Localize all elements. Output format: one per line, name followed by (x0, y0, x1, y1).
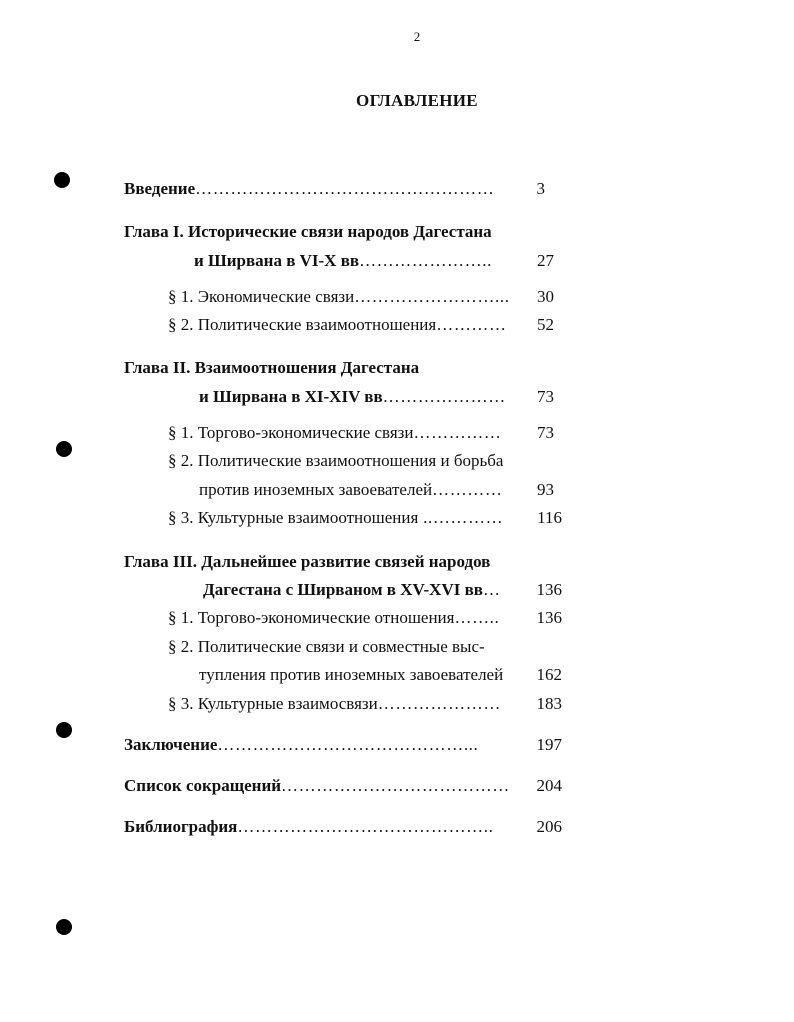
toc-leader-dots: ……………………………………... (217, 735, 479, 754)
toc-entry-conclusion[interactable] (124, 735, 478, 755)
toc-entry-text: Дагестана с Ширваном в XV-XVI вв (203, 580, 483, 599)
toc-leader-dots: ………………….. (359, 251, 492, 270)
toc-page-number: 136 (536, 608, 562, 627)
toc-entry-text: против иноземных завоевателей (199, 480, 433, 499)
toc-entry-text: § 3. Культурные взаимосвязи (168, 694, 378, 713)
toc-page-number: 73 (537, 423, 554, 442)
toc-entry-text: § 3. Культурные взаимоотношения (168, 508, 419, 527)
toc-entry-text: и Ширвана в XI-XIV вв (199, 387, 383, 406)
toc-entry-text: § 2. Политические взаимоотношения (168, 315, 437, 334)
toc-page-number: 197 (536, 735, 562, 754)
toc-page-number: 73 (537, 387, 554, 406)
toc-leader-dots: …………………………………………… (195, 179, 495, 198)
toc-section-3-1[interactable] (168, 608, 499, 628)
toc-section-2-3[interactable] (168, 508, 503, 528)
toc-leader-dots: …….. (454, 608, 500, 627)
toc-page-number: 204 (536, 776, 562, 795)
toc-entry-text: Введение (124, 179, 196, 198)
toc-page-number: 162 (536, 665, 562, 684)
toc-leader-dots: ………… (432, 480, 503, 499)
binder-hole (56, 441, 72, 457)
toc-section-3-3[interactable] (168, 694, 501, 714)
toc-page-number: 136 (536, 580, 562, 599)
toc-leader-dots: … (482, 580, 501, 599)
toc-entry-text: § 1. Торгово-экономические отношения (168, 608, 455, 627)
toc-leader-dots: ..………… (418, 508, 504, 527)
binder-hole (56, 722, 72, 738)
toc-chapter-2-title[interactable]: Глава II. Взаимоотношения Дагестана (124, 358, 420, 377)
toc-leader-dots: ………………………………… (281, 776, 510, 795)
toc-entry-text: Список сокращений (124, 776, 282, 795)
binder-hole (56, 919, 72, 935)
toc-leader-dots: ………………… (382, 387, 506, 406)
toc-entry-intro[interactable] (124, 179, 494, 199)
toc-page-number: 30 (537, 287, 554, 306)
toc-entry-text: Заключение (124, 735, 218, 754)
toc-leader-dots: ………………… (377, 694, 501, 713)
toc-entry-bibliography[interactable] (124, 817, 493, 837)
toc-section-3-2-cont[interactable]: тупления против иноземных завоевателей (199, 665, 504, 684)
toc-leader-dots: ………… (436, 315, 507, 334)
toc-entry-text: § 1. Экономические связи (168, 287, 355, 306)
binder-hole (54, 172, 70, 188)
toc-entry-text: Библиография (124, 817, 238, 836)
toc-page-number: 206 (536, 817, 562, 836)
toc-chapter-2-subtitle[interactable] (199, 387, 506, 407)
toc-section-3-2[interactable]: § 2. Политические связи и совместные выс- (168, 637, 485, 656)
toc-page-number: 116 (537, 508, 562, 527)
toc-chapter-1-title[interactable]: Глава I. Исторические связи народов Дагестана (124, 222, 492, 241)
toc-section-2-1[interactable] (168, 423, 502, 443)
toc-entry-text: и Ширвана в VI-X вв (194, 251, 360, 270)
toc-page-number: 183 (536, 694, 562, 713)
toc-leader-dots: ……………………... (354, 287, 510, 306)
toc-leader-dots: …………………………………….. (237, 817, 494, 836)
toc-section-2-2[interactable]: § 2. Политические взаимоотношения и борьба (168, 451, 504, 470)
toc-chapter-3-title[interactable]: Глава III. Дальнейшее развитие связей народов (124, 552, 491, 571)
toc-page-number: 93 (537, 480, 554, 499)
toc-page-number: 52 (537, 315, 554, 334)
toc-entry-abbreviations[interactable] (124, 776, 510, 796)
toc-section-1-1[interactable] (168, 287, 510, 307)
page-title: ОГЛАВЛЕНИЕ (356, 91, 478, 110)
toc-chapter-3-subtitle[interactable] (203, 580, 501, 600)
page-number: 2 (413, 29, 421, 44)
toc-entry-text: § 1. Торгово-экономические связи (168, 423, 414, 442)
toc-page-number: 3 (536, 179, 545, 198)
toc-page-number: 27 (537, 251, 554, 270)
toc-leader-dots: …………… (413, 423, 502, 442)
toc-chapter-1-subtitle[interactable] (194, 251, 492, 271)
toc-section-1-2[interactable] (168, 315, 507, 335)
toc-section-2-2-cont[interactable] (199, 480, 503, 500)
